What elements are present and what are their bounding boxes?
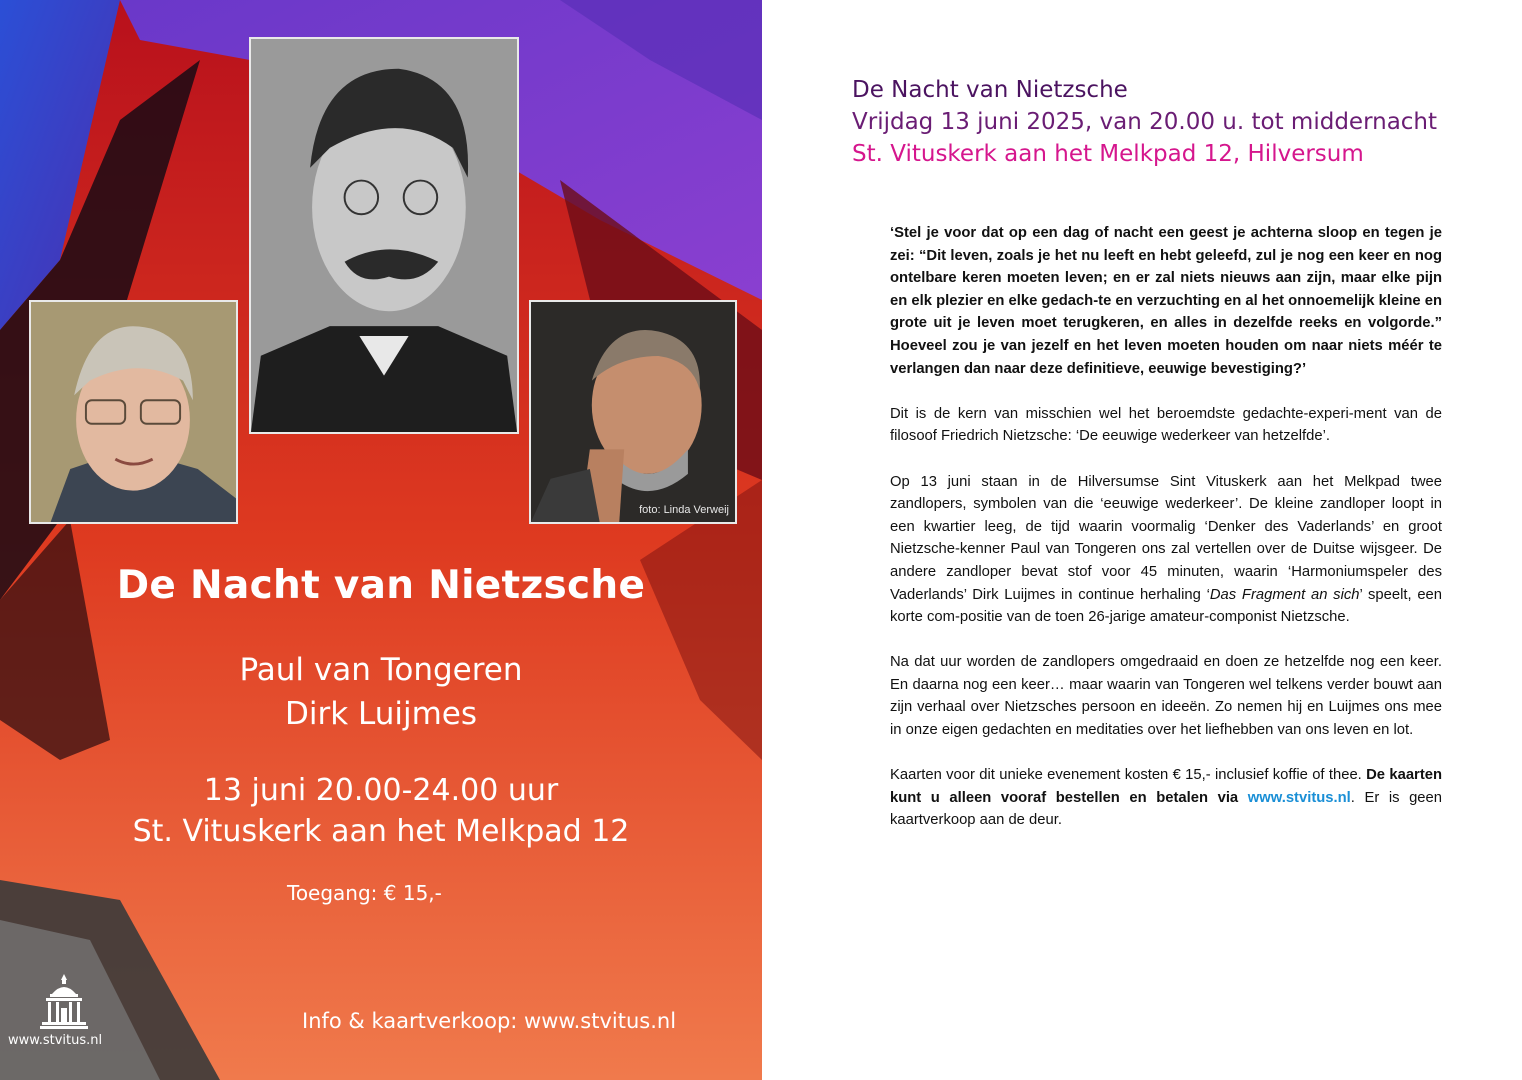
paragraph-hourglasses-part-1: Op 13 juni staan in de Hilversumse Sint Vituskerk aan het Melkpad twee zandlopers, symbolen van die ‘eeuwige wederkeer’. De kleine zandloper loopt in een kwartier leeg, de tijd waarin voormalig ‘Denker des Vaderlands’ en groot Nietzsche-kenner Paul van Tongeren ons zal vertellen over de Duitse wijsgeer. De andere zandloper bevat stof voor 45 minuten, waarin ‘Harmoniumspeler des Vaderlands’ Dirk Luijmes in continue herhaling ‘ — [890, 473, 1442, 603]
church-icon — [38, 974, 90, 1029]
paragraph-tickets — [890, 764, 1442, 832]
poster-title: De Nacht van Nietzsche — [116, 563, 646, 608]
tickets-link[interactable]: www.stvitus.nl — [1247, 789, 1351, 806]
nietzsche-quote: ‘Stel je voor dat op een dag of nacht een geest je achterna sloop en tegen je zei: “Dit leven, zoals je het nu leeft en hebt geleefd, zul je nog een keer en nog ontelbare keren moeten leven; en er zal niets nieuws aan zijn, maar elke pijn en elk plezier en elke gedach-te en verzuchting en al het onnoemelijk kleine en grote uit je leven moet terugkeren, en alles in dezelfde reeks en volgorde.” Hoeveel zou je van jezelf en het leven moeten houden om naar niets méér te verlangen dan naar deze definitieve, eeuwige bevestiging?’ — [890, 225, 1442, 377]
event-description-page — [762, 0, 1522, 1080]
poster-venue: St. Vituskerk aan het Melkpad 12 — [132, 814, 630, 849]
paragraph-hourglasses — [890, 471, 1442, 629]
poster-date-time: 13 juni 20.00-24.00 uur — [203, 773, 559, 808]
portrait-paul-van-tongeren — [29, 300, 238, 524]
fragment-title: Das Fragment an sich — [1209, 586, 1360, 603]
ticket-info: Info & kaartverkoop: www.stvitus.nl — [302, 1009, 677, 1033]
event-date-line: Vrijdag 13 juni 2025, van 20.00 u. tot middernacht — [852, 109, 1438, 135]
paragraph-hourglasses-part-2: ’ speelt, een korte com-positie van de toen 26-jarige amateur-componist Nietzsche. — [890, 586, 1443, 626]
tickets-notice: De kaarten kunt u alleen vooraf bestellen en betalen via — [890, 767, 1443, 806]
performer-1: Paul van Tongeren — [239, 652, 523, 688]
tickets-price: Kaarten voor dit unieke evenement kosten € 15,- inclusief koffie of thee. — [890, 767, 1367, 784]
event-body-text — [890, 222, 1442, 855]
paragraph-intro: Dit is de kern van misschien wel het beroemdste gedachte-experi-ment van de filosoof Friedrich Nietzsche: ‘De eeuwige wederkeer van hetzelfde’. — [890, 405, 1442, 445]
performers — [0, 648, 762, 736]
paragraph-repetition: Na dat uur worden de zandlopers omgedraaid en doen ze hetzelfde nog een keer. En daarna nog een keer… maar waarin van Tongeren wel telkens verder bouwt aan zijn verhaal over Nietzsches persoon en ideeën. Zo nemen hij en Luijmes ons mee in onze eigen gedachten en meditaties over het liefhebben van ons leven en lot. — [890, 654, 1442, 739]
date-and-venue — [0, 770, 762, 852]
event-location-line: St. Vituskerk aan het Melkpad 12, Hilversum — [852, 141, 1364, 167]
tickets-no-door-sale: . Er is geen kaartverkoop aan de deur. — [890, 789, 1442, 829]
photo-credit: foto: Linda Verweij — [639, 504, 729, 516]
performer-2: Dirk Luijmes — [284, 696, 478, 732]
admission-price: Toegang: € 15,- — [287, 881, 442, 905]
portrait-friedrich-nietzsche — [249, 37, 519, 434]
website-label: www.stvitus.nl — [8, 1033, 103, 1048]
portrait-dirk-luijmes — [529, 300, 737, 524]
event-header — [852, 74, 1437, 170]
event-title: De Nacht van Nietzsche — [852, 77, 1128, 103]
